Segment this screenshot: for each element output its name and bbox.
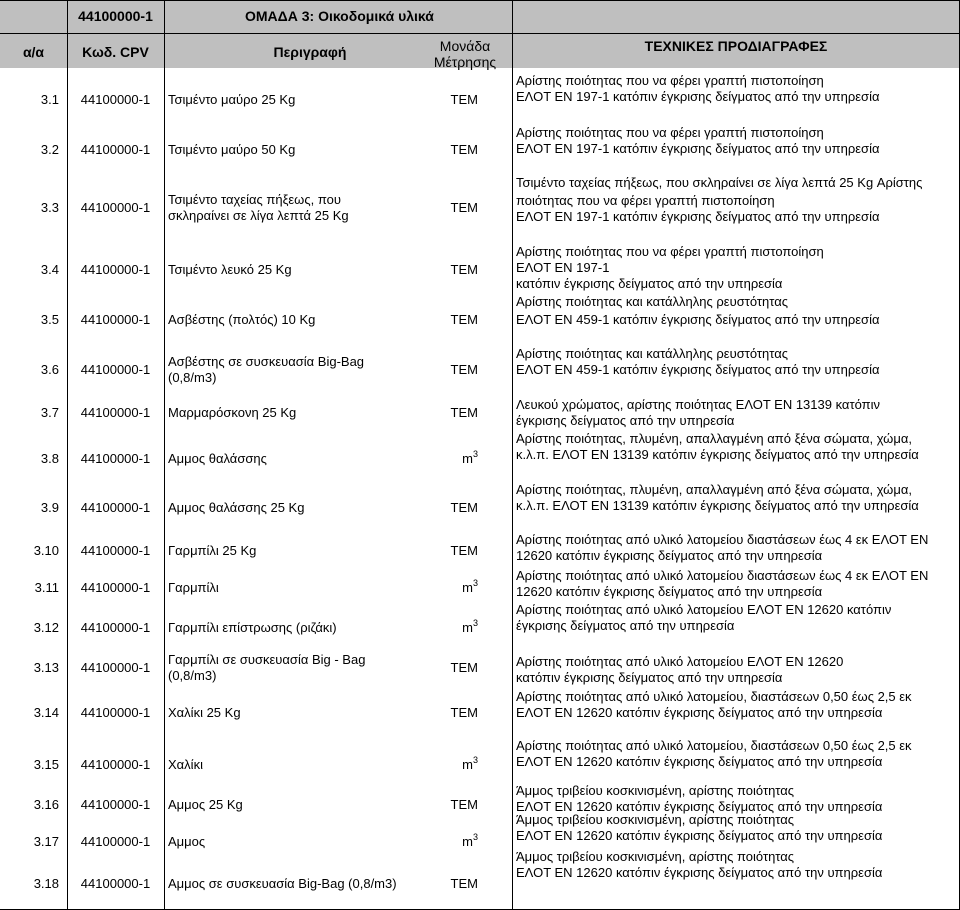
spec-line: ΕΛΟΤ ΕΝ 197-1 [516,260,610,275]
row-unit [400,660,478,676]
row-cpv-code: 44100000-1 [80,312,151,327]
row-unit-text: m [462,451,473,466]
row-unit-superscript: 3 [472,449,478,459]
spec-line: Αρίστης ποιότητας και κατάλληλης ρευστότητας [516,294,788,309]
row-cpv-code: 44100000-1 [80,200,151,215]
row-unit [400,543,478,559]
row-description: Γαρμπίλι σε συσκευασία Big - Bag (0,8/m3) [168,652,366,683]
spec-line: Αρίστης ποιότητας που να φέρει γραπτή πιστοποίηση [516,125,824,140]
row-cpv-code: 44100000-1 [80,705,151,720]
row-unit-text: ΤΕΜ [450,660,478,675]
row-description: Τσιμέντο ταχείας πήξεως, που σκληραίνει σε λίγα λεπτά 25 Kg [168,192,349,223]
row-divider [0,33,960,34]
spec-line: Άμμος τριβείου κοσκινισμένη, αρίστης ποιότητας [516,812,795,827]
column-header-cpv: Κωδ. CPV [82,44,149,60]
row-cpv-code: 44100000-1 [80,142,151,157]
row-unit-text: ΤΕΜ [450,200,478,215]
column-divider [164,0,165,910]
spec-line: Άμμος τριβείου κοσκινισμένη, αρίστης ποιότητας [516,783,795,798]
row-cpv-code: 44100000-1 [80,543,151,558]
column-divider [512,0,513,910]
spec-line: ΕΛΟΤ ΕΝ 459-1 κατόπιν έγκρισης δείγματος από την υπηρεσία [516,362,880,377]
row-unit-text: ΤΕΜ [450,543,478,558]
row-unit [400,620,478,636]
row-unit [400,405,478,421]
row-description: Τσιμέντο λευκό 25 Kg [168,262,292,277]
spec-line: ΕΛΟΤ ΕΝ 12620 κατόπιν έγκρισης δείγματος από την υπηρεσία [516,799,883,814]
row-unit [400,757,478,773]
row-unit-text: ΤΕΜ [450,142,478,157]
row-unit [400,500,478,516]
row-description: Χαλίκι 25 Kg [168,705,241,720]
row-unit-text: ΤΕΜ [450,500,478,515]
row-cpv-code: 44100000-1 [80,262,151,277]
row-unit-text: ΤΕΜ [450,705,478,720]
row-number: 3.4 [40,262,59,277]
spec-line: 12620 κατόπιν έγκρισης δείγματος από την υπηρεσία [516,584,823,599]
row-unit [400,705,478,721]
group-title: ΟΜΑΔΑ 3: Οικοδομικά υλικά [245,8,434,24]
row-unit [400,451,478,467]
row-unit-text: ΤΕΜ [450,312,478,327]
row-number: 3.14 [33,705,59,720]
spec-line: κατόπιν έγκρισης δείγματος από την υπηρεσία [516,276,783,291]
column-header-unit-line1: Μονάδα [439,38,491,54]
spec-line: ΕΛΟΤ ΕΝ 12620 κατόπιν έγκρισης δείγματος από την υπηρεσία [516,828,883,843]
row-unit [400,876,478,892]
row-divider [0,0,960,1]
spec-line: ΕΛΟΤ ΕΝ 12620 κατόπιν έγκρισης δείγματος από την υπηρεσία [516,705,883,720]
spec-line: Τσιμέντο ταχείας πήξεως, που σκληραίνει σε λίγα λεπτά 25 Kg Αρίστης [516,175,923,190]
row-unit [400,797,478,813]
spec-line: κ.λ.π. ΕΛΟΤ ΕΝ 13139 κατόπιν έγκρισης δείγματος από την υπηρεσία [516,447,919,462]
spec-line: ΕΛΟΤ ΕΝ 12620 κατόπιν έγκρισης δείγματος από την υπηρεσία [516,865,883,880]
row-description: Γαρμπίλι [168,580,219,595]
spec-line: Αρίστης ποιότητας που να φέρει γραπτή πιστοποίηση [516,73,824,88]
row-description: Αμμος 25 Kg [168,797,243,812]
row-unit-text: ΤΕΜ [450,405,478,420]
spec-line: Αρίστης ποιότητας από υλικό λατομείου, διαστάσεων 0,50 έως 2,5 εκ [516,689,912,704]
row-number: 3.12 [33,620,59,635]
row-number: 3.17 [33,834,59,849]
row-number: 3.5 [40,312,59,327]
row-unit-superscript: 3 [472,618,478,628]
row-number: 3.11 [34,580,59,595]
spec-line: Αρίστης ποιότητας από υλικό λατομείου ΕΛΟΤ ΕΝ 12620 [516,654,844,669]
spec-line: έγκρισης δείγματος από την υπηρεσία [516,618,735,633]
row-unit [400,580,478,596]
row-description: Μαρμαρόσκονη 25 Kg [168,405,297,420]
row-cpv-code: 44100000-1 [80,580,151,595]
spec-line: κατόπιν έγκρισης δείγματος από την υπηρεσία [516,670,783,685]
row-description: Ασβέστης (πολτός) 10 Kg [168,312,316,327]
row-number: 3.15 [33,757,59,772]
row-number: 3.18 [33,876,59,891]
row-description: Αμμος θαλάσσης 25 Kg [168,500,305,515]
spec-line: Αρίστης ποιότητας από υλικό λατομείου ΕΛΟΤ ΕΝ 12620 κατόπιν [516,602,892,617]
spec-line: Αρίστης ποιότητας από υλικό λατομείου, διαστάσεων 0,50 έως 2,5 εκ [516,738,912,753]
row-description: Χαλίκι [168,757,203,772]
row-unit-superscript: 3 [472,755,478,765]
spec-line: Αρίστης ποιότητας, πλυμένη, απαλλαγμένη από ξένα σώματα, χώμα, [516,482,912,497]
row-cpv-code: 44100000-1 [80,834,151,849]
spec-line: κ.λ.π. ΕΛΟΤ ΕΝ 13139 κατόπιν έγκρισης δείγματος από την υπηρεσία [516,498,919,513]
row-number: 3.7 [40,405,59,420]
column-header-description: Περιγραφή [273,44,347,60]
spec-line: έγκρισης δείγματος από την υπηρεσία [516,413,735,428]
row-unit-text: m [462,620,473,635]
spec-line: ΕΛΟΤ ΕΝ 12620 κατόπιν έγκρισης δείγματος από την υπηρεσία [516,754,883,769]
row-number: 3.16 [33,797,59,812]
spec-line: ΕΛΟΤ ΕΝ 459-1 κατόπιν έγκρισης δείγματος από την υπηρεσία [516,312,880,327]
row-description: Ασβέστης σε συσκευασία Big-Bag (0,8/m3) [168,354,365,385]
row-cpv-code: 44100000-1 [80,451,151,466]
row-cpv-code: 44100000-1 [80,405,151,420]
row-unit [400,262,478,278]
row-unit-text: m [462,834,473,849]
spec-line: ΕΛΟΤ ΕΝ 197-1 κατόπιν έγκρισης δείγματος από την υπηρεσία [516,209,880,224]
spec-line: ποιότητας που να φέρει γραπτή πιστοποίηση [516,193,775,208]
row-number: 3.10 [33,543,59,558]
row-cpv-code: 44100000-1 [80,500,151,515]
spec-line: Αρίστης ποιότητας και κατάλληλης ρευστότητας [516,346,788,361]
row-unit-superscript: 3 [472,578,478,588]
row-number: 3.1 [40,92,59,107]
row-unit-text: ΤΕΜ [450,362,478,377]
row-description: Αμμος σε συσκευασία Big-Bag (0,8/m3) [168,876,397,891]
row-unit-text: m [462,580,473,595]
row-number: 3.2 [40,142,59,157]
row-unit-text: ΤΕΜ [450,262,478,277]
row-description: Τσιμέντο μαύρο 50 Kg [168,142,296,157]
row-cpv-code: 44100000-1 [80,797,151,812]
row-unit [400,142,478,158]
row-number: 3.9 [40,500,59,515]
column-header-aa: α/α [22,44,45,60]
header-code: 44100000-1 [78,8,153,24]
row-unit [400,834,478,850]
spec-line: ΕΛΟΤ ΕΝ 197-1 κατόπιν έγκρισης δείγματος από την υπηρεσία [516,141,880,156]
spec-line: Λευκού χρώματος, αρίστης ποιότητας ΕΛΟΤ ΕΝ 13139 κατόπιν [516,397,880,412]
row-description: Αμμος θαλάσσης [168,451,267,466]
row-unit [400,200,478,216]
row-number: 3.3 [40,200,59,215]
row-cpv-code: 44100000-1 [80,362,151,377]
spec-line: Αρίστης ποιότητας από υλικό λατομείου διαστάσεων έως 4 εκ ΕΛΟΤ ΕΝ [516,568,929,583]
spec-line: Αρίστης ποιότητας, πλυμένη, απαλλαγμένη από ξένα σώματα, χώμα, [516,431,912,446]
row-cpv-code: 44100000-1 [80,620,151,635]
row-unit-text: m [462,757,473,772]
column-header-specs: ΤΕΧΝΙΚΕΣ ΠΡΟΔΙΑΓΡΑΦΕΣ [644,38,828,54]
row-description: Γαρμπίλι επίστρωσης (ριζάκι) [168,620,337,635]
row-unit [400,362,478,378]
spec-line: ΕΛΟΤ ΕΝ 197-1 κατόπιν έγκρισης δείγματος από την υπηρεσία [516,89,880,104]
row-cpv-code: 44100000-1 [80,757,151,772]
column-header-unit-line2: Μέτρησης [433,54,497,70]
row-cpv-code: 44100000-1 [80,92,151,107]
row-description: Τσιμέντο μαύρο 25 Kg [168,92,296,107]
row-unit-text: ΤΕΜ [450,876,478,891]
row-unit-text: ΤΕΜ [450,92,478,107]
spec-line: Άμμος τριβείου κοσκινισμένη, αρίστης ποιότητας [516,849,795,864]
row-cpv-code: 44100000-1 [80,876,151,891]
spec-line: Αρίστης ποιότητας που να φέρει γραπτή πιστοποίηση [516,244,824,259]
spec-line: 12620 κατόπιν έγκρισης δείγματος από την υπηρεσία [516,548,823,563]
row-unit-superscript: 3 [472,832,478,842]
row-unit-text: ΤΕΜ [450,797,478,812]
row-unit [400,92,478,108]
row-number: 3.8 [40,451,59,466]
row-unit [400,312,478,328]
row-number: 3.13 [33,660,59,675]
row-number: 3.6 [40,362,59,377]
row-cpv-code: 44100000-1 [80,660,151,675]
row-description: Αμμος [168,834,206,849]
spec-line: Αρίστης ποιότητας από υλικό λατομείου διαστάσεων έως 4 εκ ΕΛΟΤ ΕΝ [516,532,929,547]
row-description: Γαρμπίλι 25 Kg [168,543,257,558]
